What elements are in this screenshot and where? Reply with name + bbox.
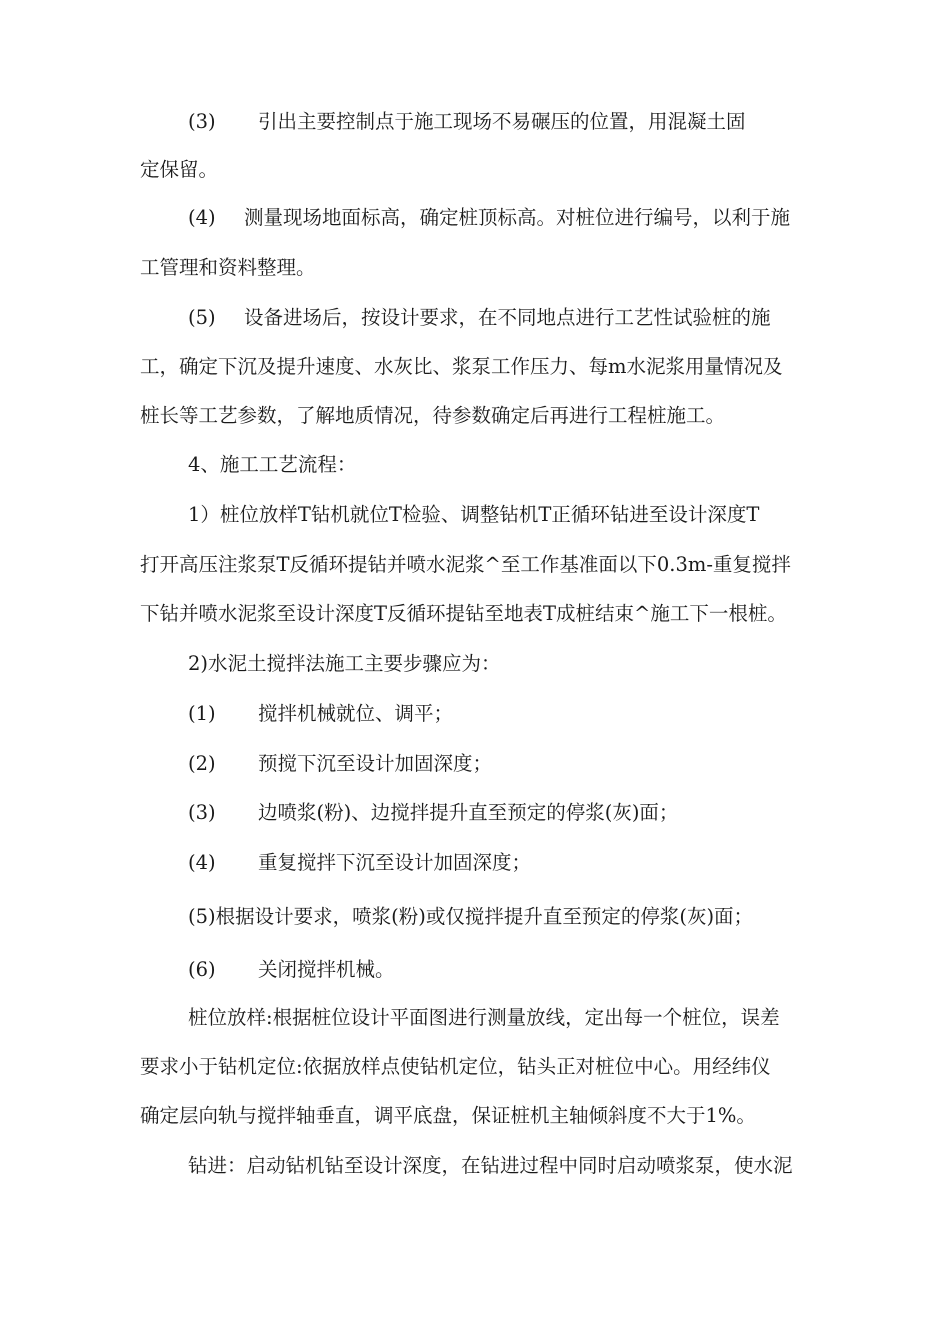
section-heading-4: 4、施工工艺流程： xyxy=(188,453,357,476)
paragraph-4-line-2: 工管理和资料整理。 xyxy=(140,256,316,279)
step-text: 边喷浆(粉)、边搅拌提升直至预定的停浆(灰)面； xyxy=(258,801,679,824)
step-text: 关闭搅拌机械。 xyxy=(258,958,395,981)
paragraph-3-line-2: 定保留。 xyxy=(140,158,219,181)
step-3 xyxy=(188,801,678,825)
paragraph-text: 测量现场地面标高，确定桩顶标高。对桩位进行编号，以利于施 xyxy=(244,206,791,229)
item-number: (4) xyxy=(188,206,216,229)
paragraph-5-line-2: 工，确定下沉及提升速度、水灰比、浆泵工作压力、每m水泥浆用量情况及 xyxy=(140,355,783,378)
pile-layout-line-3: 确定层向轨与搅拌轴垂直，调平底盘，保证桩机主轴倾斜度不大于1%。 xyxy=(140,1104,756,1127)
paragraph-text: 设备进场后，按设计要求，在不同地点进行工艺性试验桩的施 xyxy=(244,306,771,329)
item-number: (5) xyxy=(188,306,216,329)
step-number: (6) xyxy=(188,958,216,981)
drilling-line-1: 钻进：启动钻机钻至设计深度，在钻进过程中同时启动喷浆泵，使水泥 xyxy=(188,1154,793,1177)
step-6 xyxy=(188,958,395,982)
item-number: (3) xyxy=(188,110,216,133)
steps-title: 2)水泥土搅拌法施工主要步骤应为： xyxy=(188,652,501,675)
pile-layout-line-2: 要求小于钻机定位:依据放样点使钻机定位，钻头正对桩位中心。用经纬仪 xyxy=(140,1055,771,1078)
step-text: 重复搅拌下沉至设计加固深度； xyxy=(258,851,532,874)
step-5: (5)根据设计要求，喷浆(粉)或仅搅拌提升直至预定的停浆(灰)面； xyxy=(188,905,754,928)
step-1 xyxy=(188,702,453,726)
pile-layout-line-1: 桩位放样:根据桩位设计平面图进行测量放线，定出每一个桩位，误差 xyxy=(188,1006,780,1029)
step-text: 搅拌机械就位、调平； xyxy=(258,702,454,725)
paragraph-text: 引出主要控制点于施工现场不易碾压的位置，用混凝土固 xyxy=(258,110,746,133)
step-number: (3) xyxy=(188,801,216,824)
step-text: 预搅下沉至设计加固深度； xyxy=(258,752,493,775)
paragraph-5-line-3: 桩长等工艺参数，了解地质情况，待参数确定后再进行工程桩施工。 xyxy=(140,404,726,427)
step-number: (2) xyxy=(188,752,216,775)
paragraph-4-line-1 xyxy=(188,206,790,230)
step-4 xyxy=(188,851,531,875)
flow-line-2: 打开高压注浆泵T反循环提钻并喷水泥浆^至工作基准面以下0.3m-重复搅拌 xyxy=(140,553,791,576)
flow-line-3: 下钻并喷水泥浆至设计深度T反循环提钻至地表T成桩结束^施工下一根桩。 xyxy=(140,602,787,625)
flow-line-1: 1）桩位放样T钻机就位T检验、调整钻机T正循环钻进至设计深度T xyxy=(188,503,760,526)
paragraph-5-line-1 xyxy=(188,306,771,330)
step-2 xyxy=(188,752,492,776)
paragraph-3-line-1 xyxy=(188,110,746,134)
step-number: (4) xyxy=(188,851,216,874)
step-number: (1) xyxy=(188,702,216,725)
